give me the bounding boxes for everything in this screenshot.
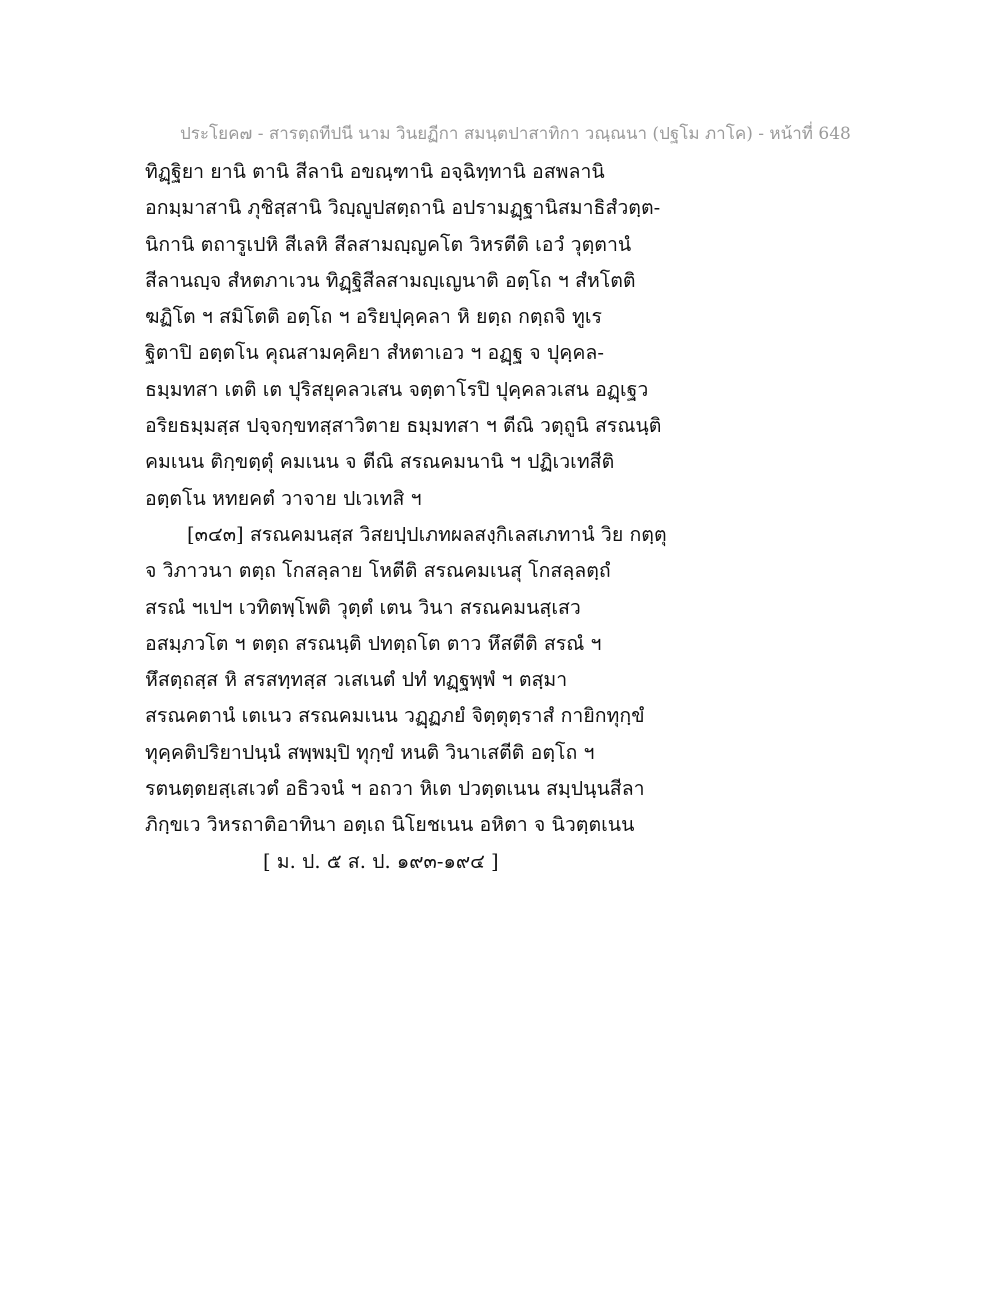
text-line: หึสตฺถสฺส หิ สรสทฺทสฺส วเสเนตํ ปทํ ทฏฺฐพฺพํ ฯ ตสฺมา (145, 668, 568, 692)
text-line: อสมฺภวโต ฯ ตตฺถ สรณนฺติ ปทตฺถโต ตาว หึสตีติ สรณํ ฯ (145, 631, 602, 655)
text-line: สรณคตานํ เตเนว สรณคมเนน วฏฺฏภยํ จิตฺตุตฺราสํ กายิกทุกฺขํ (145, 704, 645, 728)
text-line: ภิกฺขเว วิหรถาติอาทินา อตฺเถ นิโยชเนน อหิตา จ นิวตฺตเนน (145, 813, 635, 837)
text-line: นิกานิ ตถารูเปหิ สีเลหิ สีลสามญฺญคโต วิหรตีติ เอวํ วุตฺตานํ (145, 232, 632, 256)
text-line: อกมฺมาสานิ ภุชิสฺสานิ วิญฺญูปสตฺถานิ อปรามฏฺฐานิสมาธิสํวตฺต- (145, 196, 661, 220)
text-line: ฆฏิโต ฯ สมิโตติ อตฺโถ ฯ อริยปุคฺคลา หิ ยตฺถ กตฺถจิ ทูเร (145, 305, 603, 329)
text-line: รตนตฺตยสฺเสเวตํ อธิวจนํ ฯ อถวา หิเต ปวตฺตเนน สมฺปนฺนสีลา (145, 777, 645, 801)
text-line: อตฺตโน หทยคตํ วาจาย ปเวเทสิ ฯ (145, 486, 422, 510)
paragraph-start-line: [๓๔๓] สรณคมนสฺส วิสยปฺปเภทผลสงฺกิเลสเภทานํ วิย กตฺตุ (187, 522, 667, 546)
citation-reference: [ ม. ป. ๕ ส. ป. ๑๙๓-๑๙๔ ] (263, 849, 499, 873)
text-line: อริยธมฺมสฺส ปจฺจกฺขทสฺสาวิตาย ธมฺมทสา ฯ ตีณิ วตฺถูนิ สรณนฺติ (145, 414, 662, 438)
text-line: คมเนน ติกฺขตฺตุํ คมเนน จ ตีณิ สรณคมนานิ ฯ ปฏิเวเทสีติ (145, 450, 615, 474)
body-text (145, 154, 865, 880)
running-header: ประโยค๗ - สารตฺถทีปนี นาม วินยฏีกา สมนฺตปาสาทิกา วณฺณนา (ปฐโม ภาโค) - หน้าที่ 648 (180, 124, 851, 144)
text-line: ฐิตาปิ อตฺตโน คุณสามคฺคิยา สํหตาเอว ฯ อฏฺฐ จ ปุคฺคล- (145, 341, 604, 365)
text-line: ธมฺมทสา เตติ เต ปุริสยุคลวเสน จตฺตาโรปิ ปุคฺคลวเสน อฏฺเฐว (145, 377, 649, 401)
text-line: ทุคฺคติปริยาปนฺนํ สพฺพมฺปิ ทุกฺขํ หนติ วินาเสตีติ อตฺโถ ฯ (145, 740, 595, 764)
text-line: ทิฏฺฐิยา ยานิ ตานิ สีลานิ อขณฺฑานิ อจฺฉิทฺทานิ อสพลานิ (145, 160, 605, 183)
text-line: สรณํ ฯเปฯ เวทิตพฺโพติ วุตฺตํ เตน วินา สรณคมนสฺเสว (145, 595, 581, 619)
text-line: จ วิภาวนา ตตฺถ โกสลฺลาย โหตีติ สรณคมเนสุ โกสลฺลตฺถํ (145, 559, 611, 583)
text-line: สีลานญฺจ สํหตภาเวน ทิฏฺฐิสีลสามญฺเญนาติ อตฺโถ ฯ สํหโตติ (145, 268, 636, 292)
